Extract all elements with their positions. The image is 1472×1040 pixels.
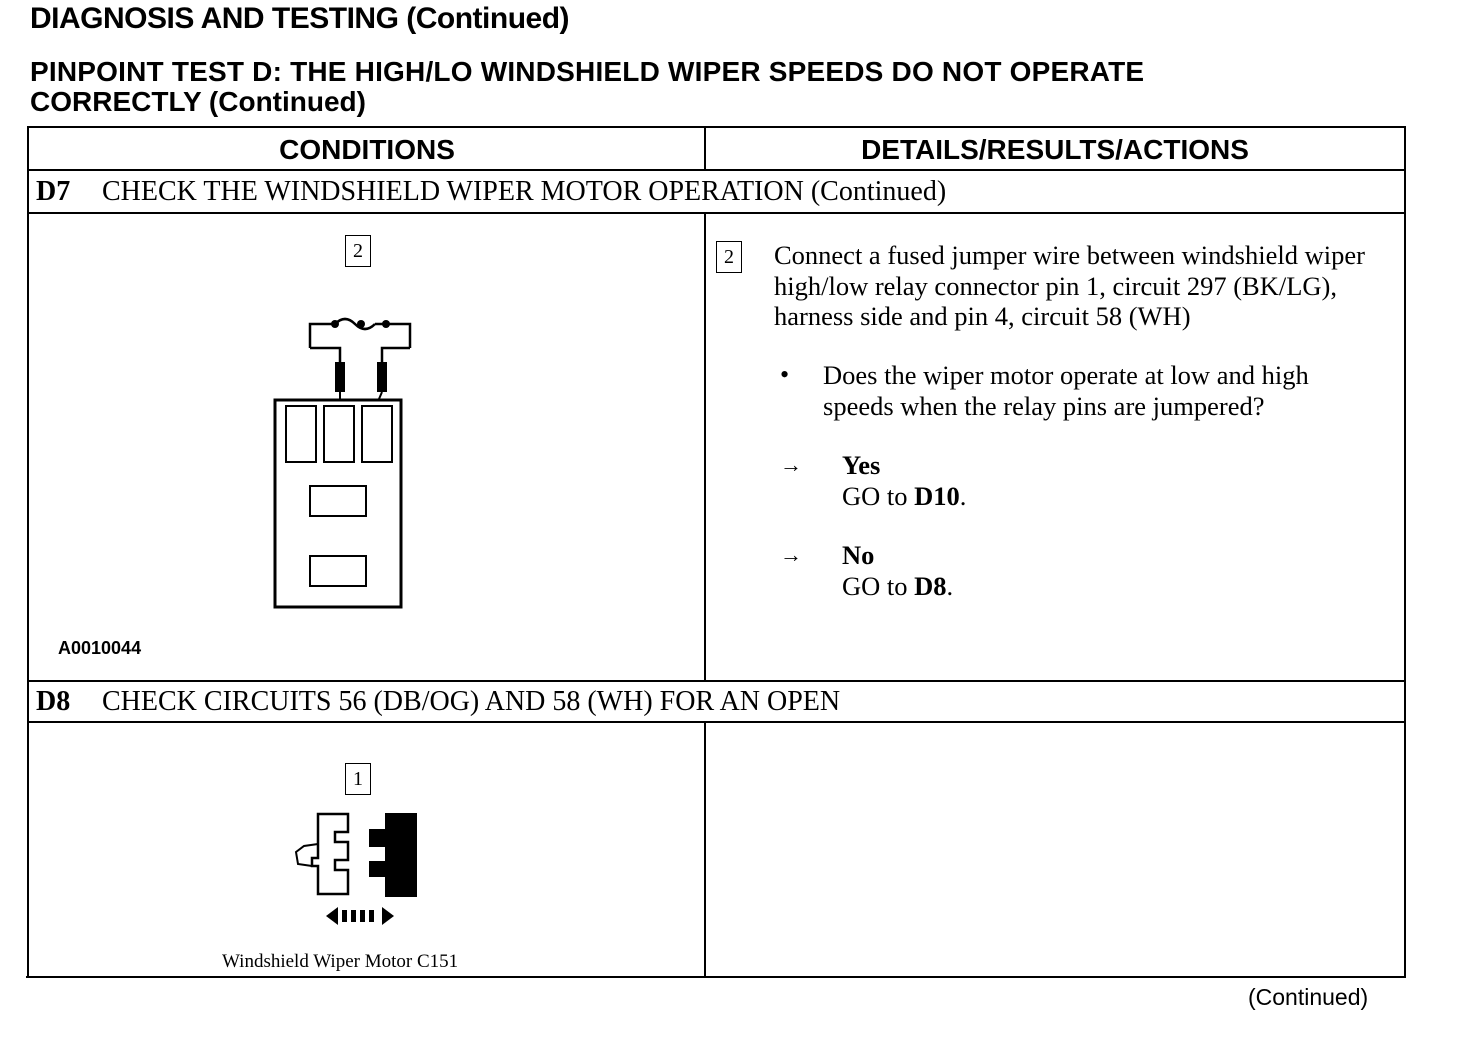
step-title: CHECK THE WINDSHIELD WIPER MOTOR OPERATION (102, 176, 804, 207)
figure-step-number: 2 (345, 235, 371, 267)
test-title-line-1: PINPOINT TEST D: THE HIGH/LO WINDSHIELD WIPER SPEEDS DO NOT OPERATE (30, 56, 1145, 87)
column-divider (704, 212, 706, 682)
step-header-d7 (36, 176, 946, 208)
bullet-icon: • (780, 360, 790, 389)
answer-yes-target: D10 (914, 481, 960, 511)
detail-step-number: 2 (716, 241, 742, 273)
figure-id: A0010044 (58, 638, 142, 658)
answer-yes-action: GO to D10. (842, 481, 967, 511)
figure-caption: Windshield Wiper Motor C151 (222, 951, 459, 972)
detail-question: Does the wiper motor operate at low and high speeds when the relay pins are jumpered? (823, 360, 1309, 421)
table-border-bottom (26, 976, 1406, 978)
step-title-suffix: (Continued) (810, 176, 947, 207)
table-divider (28, 721, 1406, 723)
answer-no-label: No (842, 540, 875, 570)
arrow-right-icon: → (780, 452, 802, 477)
step-title: CHECK CIRCUITS 56 (DB/OG) AND 58 (WH) FOR AN OPEN (102, 686, 841, 717)
answer-no-action: GO to D8. (842, 571, 954, 601)
table-divider (28, 169, 1406, 171)
table-border-top (28, 126, 1406, 128)
arrow-right-icon: → (780, 542, 802, 567)
continued-footer: (Continued) (1248, 984, 1369, 1010)
connector-disconnect-diagram (290, 808, 430, 933)
answer-no-target: D8 (914, 571, 947, 601)
table-border-left (27, 126, 29, 978)
relay-jumper-diagram (260, 300, 430, 620)
test-title-line-2: CORRECTLY (Continued) (30, 86, 366, 117)
detail-instruction: Connect a fused jumper wire between windshield wiper high/low relay connector pin 1, circuit 297 (BK/LG), harness side and pin 4, circuit 58 (WH) (774, 240, 1365, 331)
table-divider (28, 212, 1406, 214)
figure-step-number: 1 (345, 763, 371, 795)
step-id: D8 (36, 686, 71, 717)
page-title: DIAGNOSIS AND TESTING (Continued) (30, 2, 570, 35)
step-id: D7 (36, 176, 71, 207)
column-header-details: DETAILS/RESULTS/ACTIONS (861, 134, 1249, 165)
column-divider (704, 721, 706, 978)
step-header-d8 (36, 686, 840, 718)
table-divider (28, 680, 1406, 682)
column-header-conditions: CONDITIONS (279, 134, 455, 165)
table-border-right (1404, 126, 1406, 978)
answer-yes-label: Yes (842, 450, 881, 480)
